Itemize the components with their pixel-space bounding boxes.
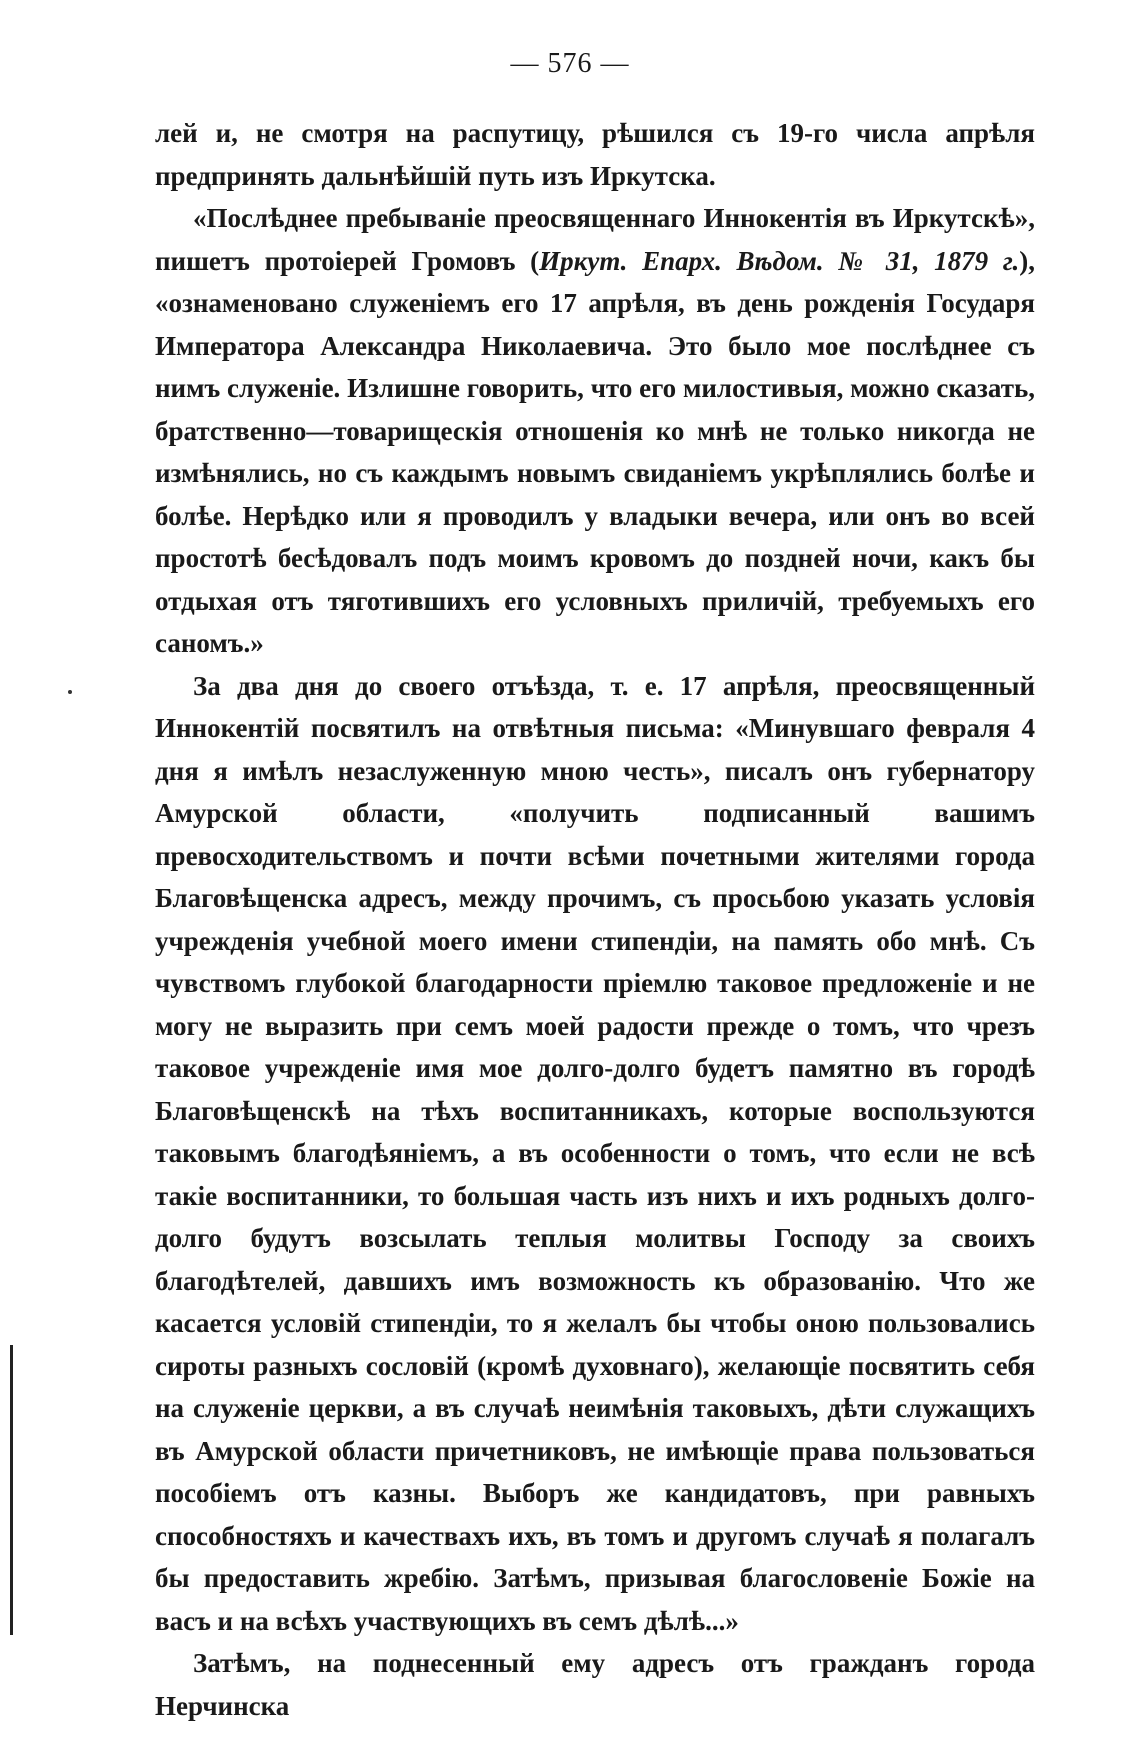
paragraph-nerchinsk: Затѣмъ, на поднесенный ему адресъ отъ гражданъ города Нерчинска	[155, 1648, 1035, 1721]
body-text	[155, 112, 1035, 1727]
paragraph-gromov-quote	[155, 197, 1035, 665]
scan-speck	[68, 690, 72, 694]
quote-body-text: ), «ознаменовано служеніемъ его 17 апрѣля, въ день рожденія Государя Императора Александра Николаевича. Это было мое послѣднее съ нимъ служеніе. Излишне говорить, что его милостивыя, можно сказать, братственно—товарищескія отношенія ко мнѣ не только никогда не измѣнялись, но съ каждымъ новымъ свиданіемъ укрѣплялись болѣе и болѣе. Нерѣдко или я проводилъ у владыки вечера, или онъ во всей простотѣ бесѣдовалъ подъ моимъ кровомъ до поздней ночи, какъ бы отдыхая отъ тяготившихъ его условныхъ приличій, требуемыхъ его саномъ.»	[155, 245, 1035, 658]
citation-italic: Иркут. Епарх. Вѣдом. № 31, 1879 г.	[539, 245, 1020, 276]
page-number: — 576 —	[510, 48, 630, 79]
paragraph-continuation: лей и, не смотря на распутицу, рѣшился съ 19-го числа апрѣля предпринять дальнѣйшій путь изъ Иркутска.	[155, 118, 1035, 191]
scan-margin-line	[10, 1345, 13, 1635]
paragraph-amur-letter: За два дня до своего отъѣзда, т. е. 17 апрѣля, преосвященный Иннокентій посвятилъ на отвѣтныя письма: «Минувшаго февраля 4 дня я имѣлъ незаслуженную мною честь», писалъ онъ губернатору Амурской области, «получить подписанный вашимъ превосходительствомъ и почти всѣми почетными жителями города Благовѣщенска адресъ, между прочимъ, съ просьбою указать условія учрежденія учебной моего имени стипендіи, на память обо мнѣ. Съ чувствомъ глубокой благодарности пріемлю таковое предложеніе и не могу не выразить при семъ моей радости прежде о томъ, что чрезъ таковое учрежденіе имя мое долго-долго будетъ памятно въ городѣ Благовѣщенскѣ на тѣхъ воспитанникахъ, которые воспользуются таковымъ благодѣяніемъ, а въ особенности о томъ, что если не всѣ такіе воспитанники, то большая часть изъ нихъ и ихъ родныхъ долго-долго будутъ возсылать теплыя молитвы Господу за своихъ благодѣтелей, давшихъ имъ возможность къ образованію. Что же касается условій стипендіи, то я желалъ бы чтобы оною пользовались сироты разныхъ сословій (кромѣ духовнаго), желающіе посвятить себя на служеніе церкви, а въ случаѣ неимѣнія таковыхъ, дѣти служащихъ въ Амурской области причетниковъ, не имѣющіе права пользоваться пособіемъ отъ казны. Выборъ же кандидатовъ, при равныхъ способностяхъ и качествахъ ихъ, въ томъ и другомъ случаѣ я полагалъ бы предоставить жребію. Затѣмъ, призывая благословеніе Божіе на васъ и на всѣхъ участвующихъ въ семъ дѣлѣ...»	[155, 670, 1035, 1636]
quote-intro-text: «Послѣднее пребываніе преосвященнаго Иннокентія въ Иркутскѣ», пишетъ протоіерей Громовъ (	[155, 203, 1035, 276]
